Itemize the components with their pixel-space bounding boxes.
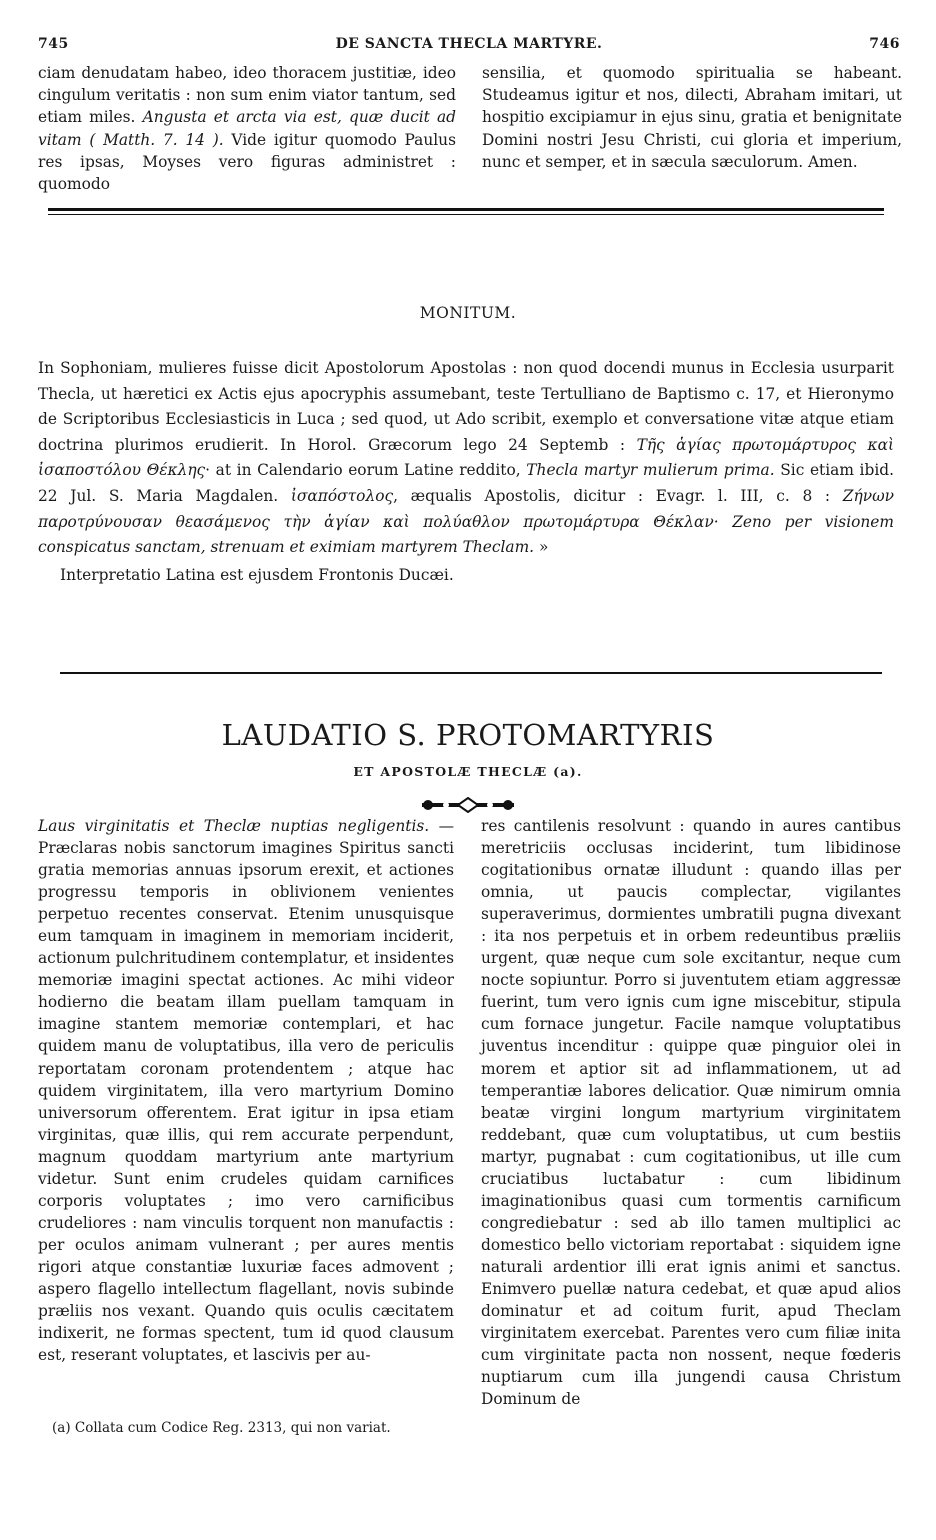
section-rule-thin [48, 214, 884, 215]
monitum-paragraph [38, 356, 894, 561]
scripture-citation: Angusta et arcta via est, quæ ducit ad vitam ( Matth. 7. 14 ). [38, 108, 456, 149]
monitum-interpretation-note: Interpretatio Latina est ejusdem Frontonis Ducæi. [60, 565, 454, 584]
footnote: (a) Collata cum Codice Reg. 2313, qui non variat. [52, 1420, 391, 1436]
laudatio-right-column [481, 815, 901, 1410]
laudatio-right-paragraph: res cantilenis resolvunt : quando in aures cantibus meretriciis occlusas inciderint, tum libidinose cogitationibus ornatæ illudunt : quando illas per omnia, ut paucis complectar, vigilantes superaverimus, dormientes umbratili pugna divexant : ita nos perpetuis et in orbem redeuntibus præliis urgent, quæ neque cum sole excitantur, neque cum nocte sopiuntur. Porro si juventutem etiam aggressæ fuerint, tum vero ignis cum igne miscebitur, stipula cum fornace jungetur. Facile namque voluptatibus juventus incenditur : quippe quæ pinguior olei in morem et aptior sit ad inflammationem, ut ad temperantiæ labores delicatior. Quæ nimirum omnia beatæ virgini longum martyrium virginitatem reddebant, quæ cum voluptatibus, ut cum bestiis martyr, pugnabat : cum cogitationibus, ut ille cum cruciatibus luctabatur : cum libidinum imaginationibus quasi cum tormentis carnificum congrediebatur : sed ab illo tamen multiplici ac domestico bello victoriam reportabat : siquidem igne naturali ardentior illi erat ignis animi et sanctus. Enimvero puellæ natura cedebat, et quæ apud alios dominatur et ad coitum furit, apud Theclam virginitatem exercebat. Parentes vero cum filiæ inita cum virginitate pacta non nossent, neque fœderis nuptiarum cum illa jungendi causa Christum Dominum de [481, 817, 901, 1409]
top-left-text: ciam denudatam habeo, ideo thoracem justitiæ, ideo cingulum veritatis : non sum enim viator tantum, sed etiam miles. [38, 64, 456, 127]
running-head [38, 36, 900, 58]
laudatio-lead-heading: Laus virginitatis et Theclæ nuptias negligentis. [38, 817, 430, 835]
monitum-text-d: , æqualis Apostolis, dicitur : Evagr. l. III, c. 8 : [393, 486, 831, 505]
monitum-body [38, 356, 894, 588]
laudatio-left-paragraph [38, 815, 454, 1366]
laudatio-subtitle: ET APOSTOLÆ THECLÆ (a). [353, 764, 583, 779]
monitum-heading: MONITUM. [419, 304, 517, 322]
monitum-italic-e: · Zeno per visionem conspicatus sanctam, strenuam et eximiam martyrem Theclam. [38, 512, 894, 557]
decorative-ornament-icon [418, 797, 518, 813]
monitum-closing-quote: » [538, 538, 549, 557]
top-left-text-end: Vide igitur quomodo Paulus res ipsas, Moyses vero figuras administret : quomodo [38, 130, 456, 194]
section-rule-lower [60, 672, 882, 674]
section-rule-thick [48, 208, 884, 211]
greek-quote-2: ἰσαπόστολος [290, 486, 394, 505]
top-left-paragraph [38, 62, 456, 195]
laudatio-title: LAUDATIO S. PROTOMARTYRIS [221, 718, 715, 752]
top-right-paragraph: sensilia, et quomodo spiritualia se habeant. Studeamus igitur et nos, dilecti, Abraham imitari, ut hospitio excipiamur in ejus sinu, gratia et benignitate Domini nostri Jesu Christi, cui gloria et imperium, nunc et semper, et in sæcula sæculorum. Amen. [482, 64, 902, 171]
greek-quote-1: Τῆς ἁγίας πρωτομάρτυρος καὶ ἰσαποστόλου Θέκλης [38, 435, 894, 480]
page-number-right: 746 [869, 36, 900, 52]
greek-quote-3: Ζήνων παροτρύνουσαν θεασάμενος τὴν ἁγίαν καὶ πολύαθλον πρωτομάρτυρα Θέκλαν [38, 486, 894, 531]
top-right-column [482, 62, 902, 173]
laudatio-left-column [38, 815, 454, 1366]
page-number-left: 745 [38, 36, 69, 52]
monitum-italic-b: Thecla martyr mulierum prima. [526, 461, 775, 480]
monitum-text-c: Sic etiam ibid. 22 Jul. S. Maria Magdalen. [38, 461, 894, 505]
laudatio-left-text: — Præclaras nobis sanctorum imagines Spiritus sancti gratia memorias annuas ipsorum erexit, et actiones progressu temporis in oblivionem venientes perpetuo recentes conservat. Etenim unusquisque eum tamquam in imaginem in memoriam inciderit, actionum pulchritudinem contemplatur, et insidentes memoriæ imagini spectat actiones. Ac mihi videor hodierno die beatam illam puellam tamquam in imagine stantem memoriæ contemplari, et hac quidem manu de voluptatibus, illa vero de periculis reportatam coronam protendentem ; atque hac quidem virginitatem, illa vero martyrium Domino universorum offerentem. Erat igitur in ipsa etiam virginitas, quæ illis, qui rem accurate perpendunt, magnum quoddam martyrium ante martyrium videtur. Sunt enim crudeles quidam carnifices corporis voluptates ; imo vero carnificibus crudeliores : nam vinculis torquent non manufactis : per oculos animam vulnerant ; per aures mentis rigori atque constantiæ luxuriæ faces admovent ; aspero flagello intellectum flagellant, novis subinde præliis nos vexant. Quando quis oculis cæcitatem indixerit, ne formas spectent, tum id quod clausum est, reserant voluptates, et lascivis per au- [38, 817, 454, 1365]
monitum-text-b: · at in Calendario eorum Latine reddito, [205, 461, 521, 480]
running-title: DE SANCTA THECLA MARTYRE. [335, 36, 603, 52]
top-left-column [38, 62, 456, 195]
monitum-text-a: In Sophoniam, mulieres fuisse dicit Apostolorum Apostolas : non quod docendi munus in Ecclesia usurparit Thecla, ut hæretici ex Actis ejus apocryphis assumebant, teste Tertulliano de Baptismo c. 17, et Hieronymo de Scriptoribus Ecclesiasticis in Luca ; sed quod, ut Ado scribit, exemplo et conversatione vitæ atque etiam doctrina plurimos erudierit. In Horol. Græcorum lego 24 Septemb : [38, 359, 894, 454]
